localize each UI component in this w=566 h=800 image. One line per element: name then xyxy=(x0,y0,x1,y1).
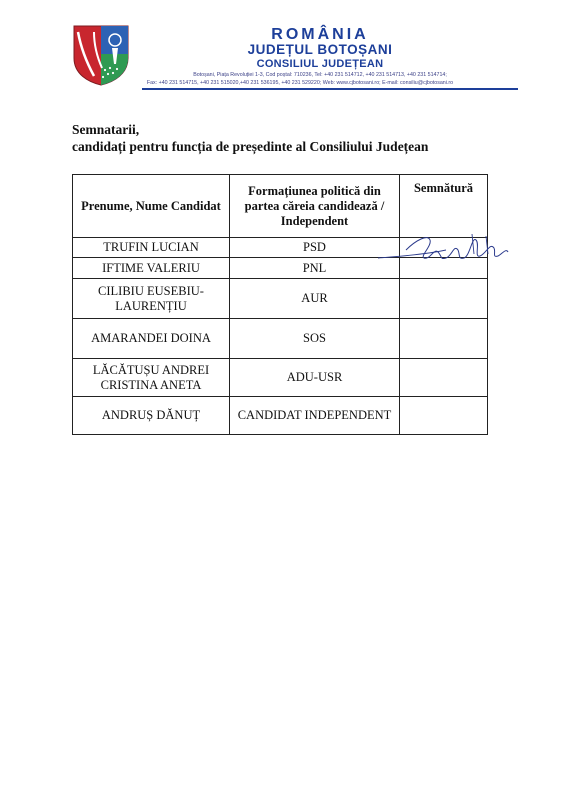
candidate-party: ADU-USR xyxy=(230,359,400,397)
header-country: ROMÂNIA xyxy=(271,26,369,43)
table-row xyxy=(73,279,488,319)
header-county: JUDEȚUL BOTOȘANI xyxy=(247,42,393,57)
column-header-name: Prenume, Nume Candidat xyxy=(73,175,230,238)
candidate-name: IFTIME VALERIU xyxy=(73,258,230,279)
header-contact-line1: Botoșani, Piața Revoluției 1-3, Cod poștal: 710236, Tel: +40 231 514712, +40 231 514713, +40 231 514714; xyxy=(193,72,447,78)
candidate-party: SOS xyxy=(230,319,400,359)
header-contact-line2: Fax: +40 231 514715, +40 231 515020,+40 231 536195, +40 231 529220; Web: www.cjbotosani.ro; E-mail: consiliu@cjbotosani.ro xyxy=(146,80,454,86)
candidate-name: ANDRUȘ DĂNUȚ xyxy=(73,397,230,435)
table-row xyxy=(73,238,488,258)
candidate-party: AUR xyxy=(230,279,400,319)
candidate-party: PNL xyxy=(230,258,400,279)
signature-cell xyxy=(400,397,488,435)
header-divider xyxy=(142,88,518,90)
column-header-signature: Semnătură xyxy=(400,175,488,238)
table-row xyxy=(73,397,488,435)
column-header-party: Formațiunea politică din partea căreia candidează / Independent xyxy=(230,175,400,238)
candidate-name: TRUFIN LUCIAN xyxy=(73,238,230,258)
signatories-table xyxy=(72,174,488,435)
candidate-name: AMARANDEI DOINA xyxy=(73,319,230,359)
signature-cell xyxy=(400,238,488,258)
candidate-party: CANDIDAT INDEPENDENT xyxy=(230,397,400,435)
document-title-line2: candidați pentru funcția de președinte al Consiliului Județean xyxy=(72,139,429,154)
table-row xyxy=(73,359,488,397)
candidate-name: LĂCĂTUȘU ANDREI CRISTINA ANETA xyxy=(73,359,230,397)
signature-cell xyxy=(400,359,488,397)
header-council: CONSILIUL JUDEȚEAN xyxy=(256,58,384,70)
county-crest-icon xyxy=(72,24,130,86)
signature-cell xyxy=(400,319,488,359)
handwritten-signature-icon xyxy=(376,228,512,268)
candidate-name: CILIBIU EUSEBIU-LAURENȚIU xyxy=(73,279,230,319)
candidate-party: PSD xyxy=(230,238,400,258)
table-row xyxy=(73,319,488,359)
document-title-line1: Semnatarii, xyxy=(72,122,140,137)
signature-cell xyxy=(400,279,488,319)
